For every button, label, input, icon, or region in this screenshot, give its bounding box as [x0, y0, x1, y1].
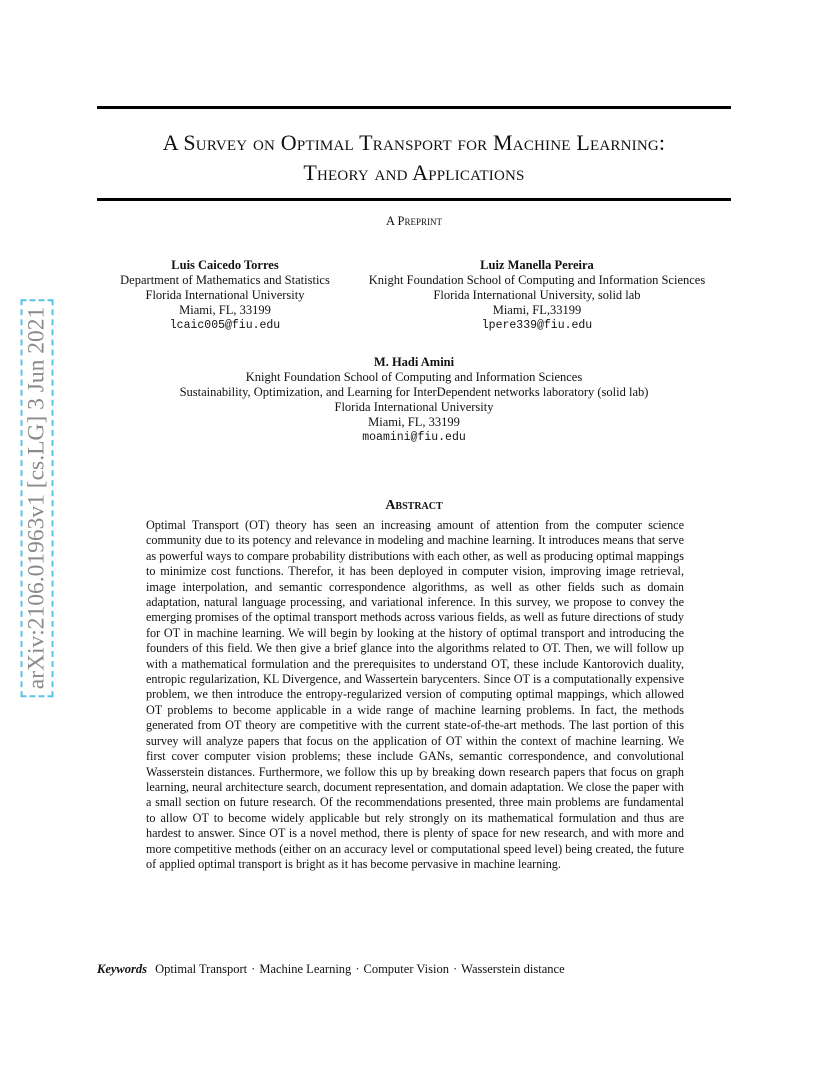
author-name: Luis Caicedo Torres	[171, 258, 279, 272]
author-block	[100, 355, 728, 445]
author-affiliation: Florida International University, solid lab	[433, 288, 641, 302]
arxiv-side-stamp: arXiv:2106.01963v1 [cs.LG] 3 Jun 2021	[21, 299, 54, 697]
keyword: Computer Vision	[363, 962, 449, 976]
keywords-line	[97, 962, 737, 977]
keyword: Wasserstein distance	[461, 962, 565, 976]
abstract-heading: Abstract	[385, 498, 443, 513]
author-email: moamini@fiu.edu	[362, 431, 466, 444]
author-name: Luiz Manella Pereira	[480, 258, 594, 272]
preprint-label: A Preprint	[386, 214, 442, 228]
keyword-separator: ·	[251, 962, 256, 976]
author-address: Miami, FL, 33199	[179, 303, 271, 317]
title-rule-bottom	[97, 198, 731, 201]
keyword-separator: ·	[355, 962, 360, 976]
keyword: Machine Learning	[259, 962, 352, 976]
author-email: lpere339@fiu.edu	[481, 319, 593, 332]
author-affiliation: Knight Foundation School of Computing and Information Sciences	[245, 370, 583, 384]
abstract-text: Optimal Transport (OT) theory has seen an increasing amount of attention from the computer science community due to its potency and relevance in modeling and machine learning. It introduces means that serve as powerful ways to compare probability distributions with each other, as well as producing optimal mappings to minimize cost functions. Therefor, it has been deployed in computer vision, improving image retrieval, image interpolation, and semantic correspondence algorithms, as well as other fields such as domain adaptation, natural language processing, and variational inference. In this survey, we propose to convey the emerging promises of the optimal transport methods across various fields, as well as future directions of study for OT in machine learning. We will begin by looking at the history of optimal transport and introducing the founders of this field. We then give a brief glance into the algorithms related to OT. Then, we will follow up with a mathematical formulation and the prerequisites to understand OT, these include Kantorovich duality, entropic regularization, KL Divergence, and Wassertein barycenters. Since OT is a computationally expensive problem, we then introduce the entropy-regularized version of computing optimal mappings, which allowed OT problems to become applicable in a wide range of machine learning problems. In fact, the methods generated from OT theory are competitive with the current state-of-the-art methods. The last portion of this survey will analyze papers that focus on the application of OT within the context of machine learning. We first cover computer vision problems; these include GANs, semantic correspondence, and convolutional Wasserstein distances. Furthermore, we follow this up by breaking down research papers that focus on graph learning, neural architecture search, document representation, and domain adaptation. We close the paper with a small section on future research. Of the recommendations presented, three main problems are fundamental to allow OT to become widely applicable but rely strongly on its mathematical formulation and thus are hardest to answer. Since OT is a novel method, there is plenty of space for new research, and with more and more competitive methods (either on an accuracy level or computational speed level) being created, the future of applied optimal transport is bright as it has become pervasive in machine learning.	[146, 518, 684, 871]
keywords-label: Keywords	[97, 962, 147, 976]
keyword: Optimal Transport	[155, 962, 248, 976]
keyword-separator: ·	[452, 962, 458, 976]
title-line-2: Theory and Applications	[303, 160, 525, 185]
author-name: M. Hadi Amini	[373, 355, 455, 369]
author-address: Miami, FL, 33199	[368, 415, 460, 429]
author-block	[350, 258, 724, 333]
author-affiliation: Florida International University	[334, 400, 494, 414]
author-affiliation: Florida International University	[145, 288, 305, 302]
author-address: Miami, FL,33199	[492, 303, 582, 317]
author-affiliation: Department of Mathematics and Statistics	[120, 273, 330, 287]
author-email: lcaic005@fiu.edu	[169, 319, 281, 332]
title-rule-top	[97, 106, 731, 109]
author-affiliation: Knight Foundation School of Computing and Information Sciences	[368, 273, 706, 287]
author-block	[100, 258, 350, 333]
author-affiliation: Sustainability, Optimization, and Learning for InterDependent networks laboratory (solid lab)	[179, 385, 649, 399]
title-line-1: A Survey on Optimal Transport for Machine Learning:	[162, 130, 666, 155]
paper-title	[60, 128, 768, 188]
